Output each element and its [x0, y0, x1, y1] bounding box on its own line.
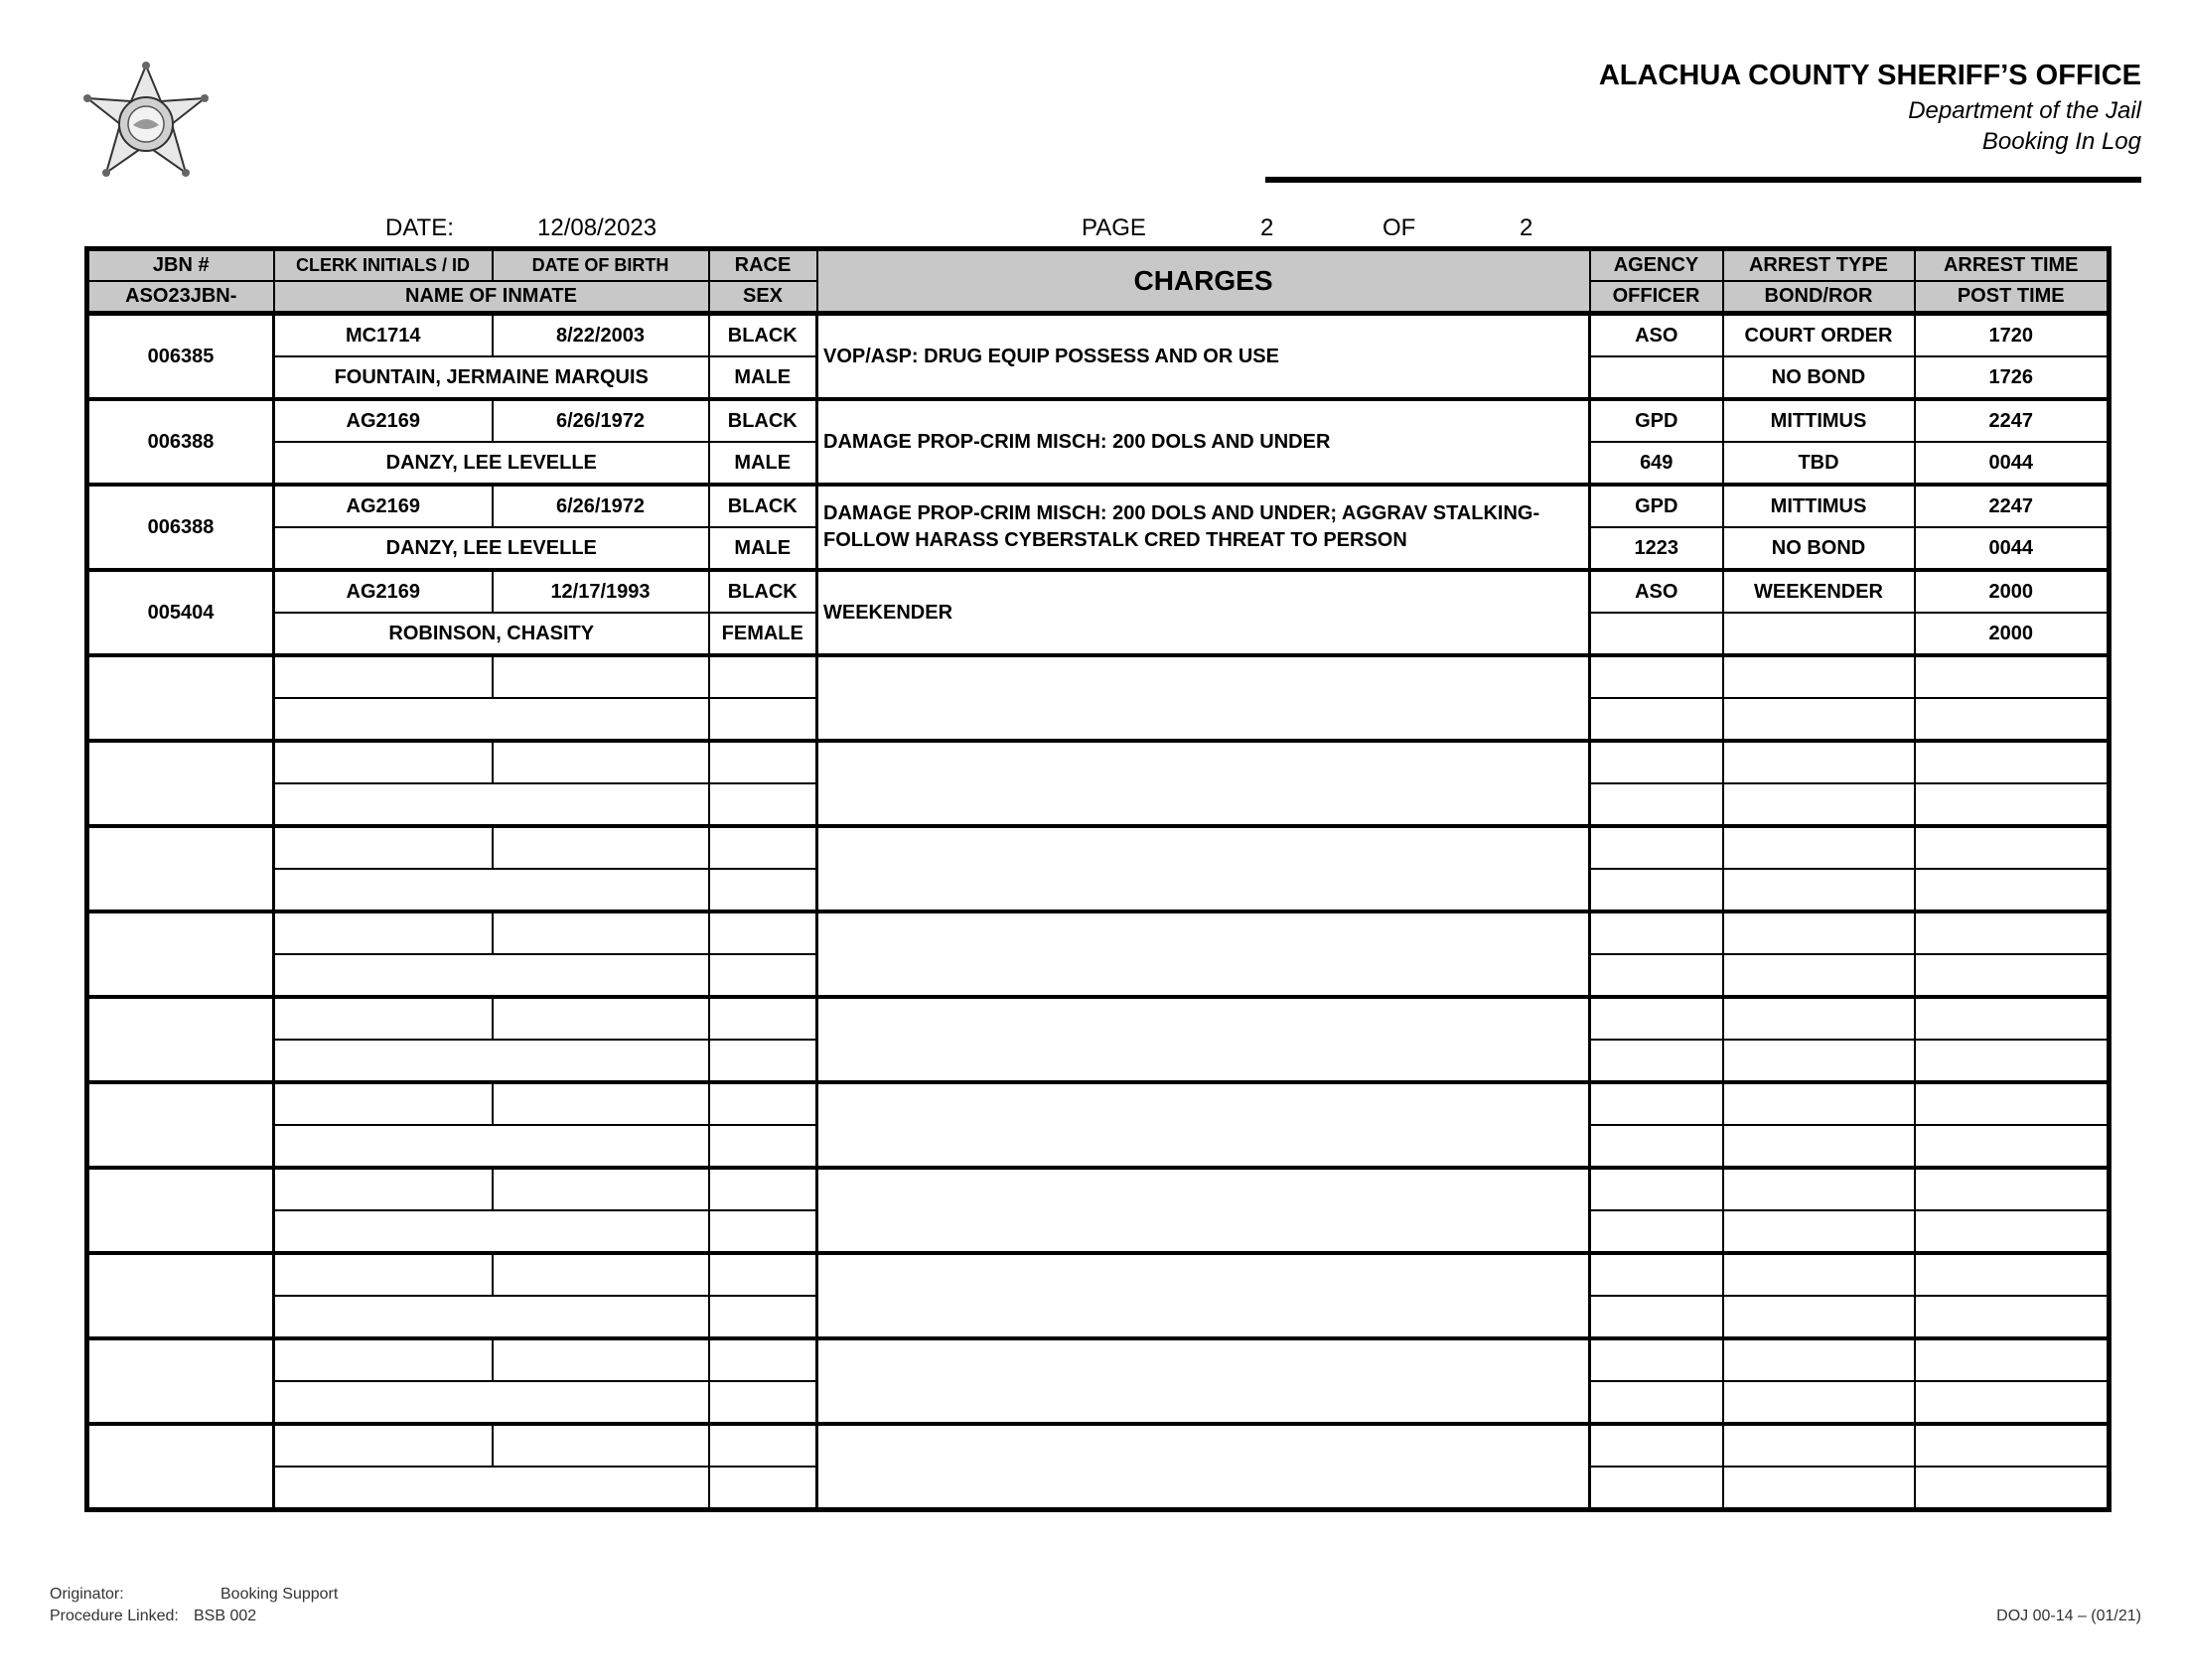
arrest-time-cell: [1915, 1338, 2110, 1381]
charges-cell: DAMAGE PROP-CRIM MISCH: 200 DOLS AND UNDER; AGGRAV STALKING-FOLLOW HARASS CYBERSTALK CRED THREAT TO PERSON: [817, 485, 1590, 570]
clerk-id-cell: AG2169: [274, 570, 493, 613]
jbn-cell: 006388: [87, 485, 274, 570]
charges-cell: [817, 1253, 1590, 1338]
col-header-post-time: POST TIME: [1915, 281, 2110, 314]
officer-cell: [1590, 783, 1723, 826]
jbn-cell: [87, 1168, 274, 1253]
procedure-value: BSB 002: [194, 1608, 257, 1624]
post-time-cell: [1915, 1125, 2110, 1168]
charges-cell: [817, 1424, 1590, 1510]
arrest-type-cell: [1723, 1168, 1915, 1210]
arrest-time-cell: [1915, 1253, 2110, 1296]
arrest-type-cell: MITTIMUS: [1723, 485, 1915, 527]
agency-cell: [1590, 1253, 1723, 1296]
dob-cell: [493, 1253, 709, 1296]
inmate-name-cell: ROBINSON, CHASITY: [274, 613, 709, 655]
race-cell: [709, 1424, 817, 1467]
race-cell: [709, 911, 817, 954]
dob-cell: [493, 997, 709, 1040]
bond-cell: TBD: [1723, 442, 1915, 485]
arrest-time-cell: 2000: [1915, 570, 2110, 613]
col-header-sex: SEX: [709, 281, 817, 314]
bond-cell: [1723, 1467, 1915, 1510]
form-code: DOJ 00-14 – (01/21): [1996, 1608, 2141, 1624]
post-time-cell: 1726: [1915, 356, 2110, 399]
charges-cell: [817, 997, 1590, 1082]
bond-cell: [1723, 1125, 1915, 1168]
jbn-cell: [87, 1253, 274, 1338]
record-row-top: [87, 911, 2110, 954]
sex-cell: [709, 1296, 817, 1338]
dob-cell: 12/17/1993: [493, 570, 709, 613]
jbn-cell: 006388: [87, 399, 274, 485]
dob-cell: [493, 1168, 709, 1210]
col-header-bond: BOND/ROR: [1723, 281, 1915, 314]
officer-cell: [1590, 1125, 1723, 1168]
department-name: Department of the Jail: [1908, 97, 2141, 124]
bond-cell: [1723, 1040, 1915, 1082]
charges-cell: [817, 1168, 1590, 1253]
bond-cell: [1723, 613, 1915, 655]
post-time-cell: [1915, 698, 2110, 741]
officer-cell: [1590, 613, 1723, 655]
charges-cell: DAMAGE PROP-CRIM MISCH: 200 DOLS AND UNDER: [817, 399, 1590, 485]
officer-cell: 1223: [1590, 527, 1723, 570]
inmate-name-cell: [274, 1040, 709, 1082]
post-time-cell: 2000: [1915, 613, 2110, 655]
agency-cell: [1590, 1338, 1723, 1381]
bond-cell: [1723, 1381, 1915, 1424]
clerk-id-cell: [274, 1338, 493, 1381]
clerk-id-cell: MC1714: [274, 314, 493, 357]
charges-cell: [817, 911, 1590, 997]
agency-cell: [1590, 741, 1723, 783]
col-header-clerk: CLERK INITIALS / ID: [274, 249, 493, 282]
jbn-cell: [87, 826, 274, 911]
officer-cell: [1590, 356, 1723, 399]
originator-value: Booking Support: [220, 1586, 339, 1603]
col-header-dob: DATE OF BIRTH: [493, 249, 709, 282]
race-cell: [709, 1082, 817, 1125]
post-time-cell: [1915, 869, 2110, 911]
sex-cell: [709, 1210, 817, 1253]
inmate-name-cell: [274, 783, 709, 826]
page-number: 2: [1260, 214, 1274, 241]
col-header-jbn: JBN #: [87, 249, 274, 282]
arrest-time-cell: [1915, 655, 2110, 698]
sex-cell: [709, 1125, 817, 1168]
clerk-id-cell: [274, 1424, 493, 1467]
inmate-name-cell: [274, 1467, 709, 1510]
agency-cell: [1590, 1082, 1723, 1125]
dob-cell: [493, 655, 709, 698]
post-time-cell: [1915, 954, 2110, 997]
arrest-type-cell: MITTIMUS: [1723, 399, 1915, 442]
originator-label: Originator:: [50, 1586, 124, 1603]
record-row-top: [87, 399, 2110, 442]
dob-cell: [493, 741, 709, 783]
col-header-charges: CHARGES: [817, 249, 1590, 314]
col-header-race: RACE: [709, 249, 817, 282]
arrest-type-cell: [1723, 1338, 1915, 1381]
org-name: ALACHUA COUNTY SHERIFF’S OFFICE: [1598, 60, 2141, 91]
sex-cell: [709, 698, 817, 741]
agency-cell: [1590, 911, 1723, 954]
officer-cell: [1590, 698, 1723, 741]
inmate-name-cell: DANZY, LEE LEVELLE: [274, 442, 709, 485]
col-header-arrest-time: ARREST TIME: [1915, 249, 2110, 282]
col-header-officer: OFFICER: [1590, 281, 1723, 314]
officer-cell: [1590, 1467, 1723, 1510]
inmate-name-cell: [274, 1381, 709, 1424]
clerk-id-cell: [274, 1253, 493, 1296]
jbn-cell: [87, 655, 274, 741]
agency-cell: [1590, 826, 1723, 869]
arrest-time-cell: [1915, 1168, 2110, 1210]
clerk-id-cell: [274, 997, 493, 1040]
total-pages: 2: [1520, 214, 1533, 241]
clerk-id-cell: [274, 911, 493, 954]
charges-cell: WEEKENDER: [817, 570, 1590, 655]
inmate-name-cell: DANZY, LEE LEVELLE: [274, 527, 709, 570]
arrest-time-cell: [1915, 911, 2110, 954]
clerk-id-cell: AG2169: [274, 399, 493, 442]
dob-cell: [493, 911, 709, 954]
arrest-type-cell: [1723, 655, 1915, 698]
sex-cell: [709, 954, 817, 997]
bond-cell: [1723, 1210, 1915, 1253]
clerk-id-cell: [274, 741, 493, 783]
arrest-time-cell: 2247: [1915, 485, 2110, 527]
inmate-name-cell: [274, 698, 709, 741]
sex-cell: [709, 783, 817, 826]
record-row-top: [87, 1424, 2110, 1467]
sex-cell: MALE: [709, 442, 817, 485]
inmate-name-cell: [274, 1296, 709, 1338]
post-time-cell: 0044: [1915, 527, 2110, 570]
post-time-cell: [1915, 1296, 2110, 1338]
race-cell: [709, 741, 817, 783]
dob-cell: [493, 1424, 709, 1467]
record-row-top: [87, 1338, 2110, 1381]
page-label: PAGE: [1082, 214, 1146, 241]
arrest-time-cell: 1720: [1915, 314, 2110, 357]
arrest-type-cell: [1723, 1253, 1915, 1296]
bond-cell: [1723, 1296, 1915, 1338]
arrest-type-cell: [1723, 1424, 1915, 1467]
col-header-jbn-prefix: ASO23JBN-: [87, 281, 274, 314]
sex-cell: [709, 1040, 817, 1082]
record-row-top: [87, 314, 2110, 357]
record-row-top: [87, 1253, 2110, 1296]
bond-cell: [1723, 698, 1915, 741]
post-time-cell: [1915, 1040, 2110, 1082]
jbn-cell: 005404: [87, 570, 274, 655]
race-cell: [709, 1253, 817, 1296]
charges-cell: [817, 655, 1590, 741]
arrest-type-cell: WEEKENDER: [1723, 570, 1915, 613]
race-cell: BLACK: [709, 314, 817, 357]
arrest-time-cell: [1915, 826, 2110, 869]
log-title: Booking In Log: [1981, 128, 2141, 155]
jbn-cell: [87, 1424, 274, 1510]
race-cell: [709, 997, 817, 1040]
officer-cell: [1590, 869, 1723, 911]
agency-cell: [1590, 1168, 1723, 1210]
post-time-cell: 0044: [1915, 442, 2110, 485]
date-label: DATE:: [385, 214, 454, 241]
sex-cell: MALE: [709, 356, 817, 399]
agency-cell: [1590, 655, 1723, 698]
jbn-cell: [87, 1338, 274, 1424]
dob-cell: [493, 1082, 709, 1125]
arrest-time-cell: [1915, 1082, 2110, 1125]
clerk-id-cell: [274, 1168, 493, 1210]
agency-cell: [1590, 997, 1723, 1040]
clerk-id-cell: AG2169: [274, 485, 493, 527]
arrest-time-cell: 2247: [1915, 399, 2110, 442]
charges-cell: [817, 741, 1590, 826]
record-row-top: [87, 655, 2110, 698]
arrest-type-cell: [1723, 911, 1915, 954]
arrest-type-cell: [1723, 1082, 1915, 1125]
sex-cell: FEMALE: [709, 613, 817, 655]
officer-cell: [1590, 1040, 1723, 1082]
arrest-type-cell: [1723, 997, 1915, 1040]
post-time-cell: [1915, 1467, 2110, 1510]
post-time-cell: [1915, 1381, 2110, 1424]
dob-cell: 8/22/2003: [493, 314, 709, 357]
clerk-id-cell: [274, 1082, 493, 1125]
sex-cell: [709, 1381, 817, 1424]
procedure-label: Procedure Linked:: [50, 1608, 179, 1624]
arrest-type-cell: COURT ORDER: [1723, 314, 1915, 357]
charges-cell: [817, 826, 1590, 911]
arrest-type-cell: [1723, 741, 1915, 783]
inmate-name-cell: FOUNTAIN, JERMAINE MARQUIS: [274, 356, 709, 399]
record-row-top: [87, 570, 2110, 613]
charges-cell: [817, 1082, 1590, 1168]
record-row-top: [87, 997, 2110, 1040]
record-row-top: [87, 1082, 2110, 1125]
race-cell: BLACK: [709, 570, 817, 613]
agency-cell: [1590, 1424, 1723, 1467]
clerk-id-cell: [274, 655, 493, 698]
sex-cell: MALE: [709, 527, 817, 570]
sex-cell: [709, 1467, 817, 1510]
race-cell: BLACK: [709, 485, 817, 527]
jbn-cell: [87, 1082, 274, 1168]
record-row-top: [87, 1168, 2110, 1210]
inmate-name-cell: [274, 1210, 709, 1253]
bond-cell: [1723, 783, 1915, 826]
agency-cell: ASO: [1590, 314, 1723, 357]
bond-cell: [1723, 954, 1915, 997]
dob-cell: 6/26/1972: [493, 485, 709, 527]
arrest-type-cell: [1723, 826, 1915, 869]
post-time-cell: [1915, 1210, 2110, 1253]
inmate-name-cell: [274, 954, 709, 997]
record-row-top: [87, 485, 2110, 527]
dob-cell: 6/26/1972: [493, 399, 709, 442]
inmate-name-cell: [274, 1125, 709, 1168]
arrest-time-cell: [1915, 997, 2110, 1040]
bond-cell: NO BOND: [1723, 527, 1915, 570]
jbn-cell: [87, 997, 274, 1082]
inmate-name-cell: [274, 869, 709, 911]
race-cell: [709, 1168, 817, 1210]
officer-cell: [1590, 954, 1723, 997]
officer-cell: [1590, 1296, 1723, 1338]
date-value: 12/08/2023: [537, 214, 657, 241]
sheriff-star-badge-icon: [73, 62, 218, 181]
race-cell: BLACK: [709, 399, 817, 442]
race-cell: [709, 826, 817, 869]
agency-cell: GPD: [1590, 485, 1723, 527]
record-row-top: [87, 826, 2110, 869]
race-cell: [709, 655, 817, 698]
table-header-row-top: [87, 249, 2110, 282]
post-time-cell: [1915, 783, 2110, 826]
arrest-time-cell: [1915, 741, 2110, 783]
dob-cell: [493, 826, 709, 869]
officer-cell: [1590, 1210, 1723, 1253]
bond-cell: NO BOND: [1723, 356, 1915, 399]
record-row-top: [87, 741, 2110, 783]
charges-cell: VOP/ASP: DRUG EQUIP POSSESS AND OR USE: [817, 314, 1590, 400]
charges-cell: [817, 1338, 1590, 1424]
agency-cell: GPD: [1590, 399, 1723, 442]
agency-cell: ASO: [1590, 570, 1723, 613]
sex-cell: [709, 869, 817, 911]
header-divider: [1265, 177, 2141, 183]
officer-cell: [1590, 1381, 1723, 1424]
clerk-id-cell: [274, 826, 493, 869]
bond-cell: [1723, 869, 1915, 911]
col-header-arrest-type: ARREST TYPE: [1723, 249, 1915, 282]
col-header-name: NAME OF INMATE: [274, 281, 709, 314]
booking-log-table: [84, 246, 2112, 1512]
jbn-cell: [87, 911, 274, 997]
arrest-time-cell: [1915, 1424, 2110, 1467]
of-label: OF: [1383, 214, 1416, 241]
officer-cell: 649: [1590, 442, 1723, 485]
jbn-cell: 006385: [87, 314, 274, 400]
col-header-agency: AGENCY: [1590, 249, 1723, 282]
jbn-cell: [87, 741, 274, 826]
dob-cell: [493, 1338, 709, 1381]
race-cell: [709, 1338, 817, 1381]
